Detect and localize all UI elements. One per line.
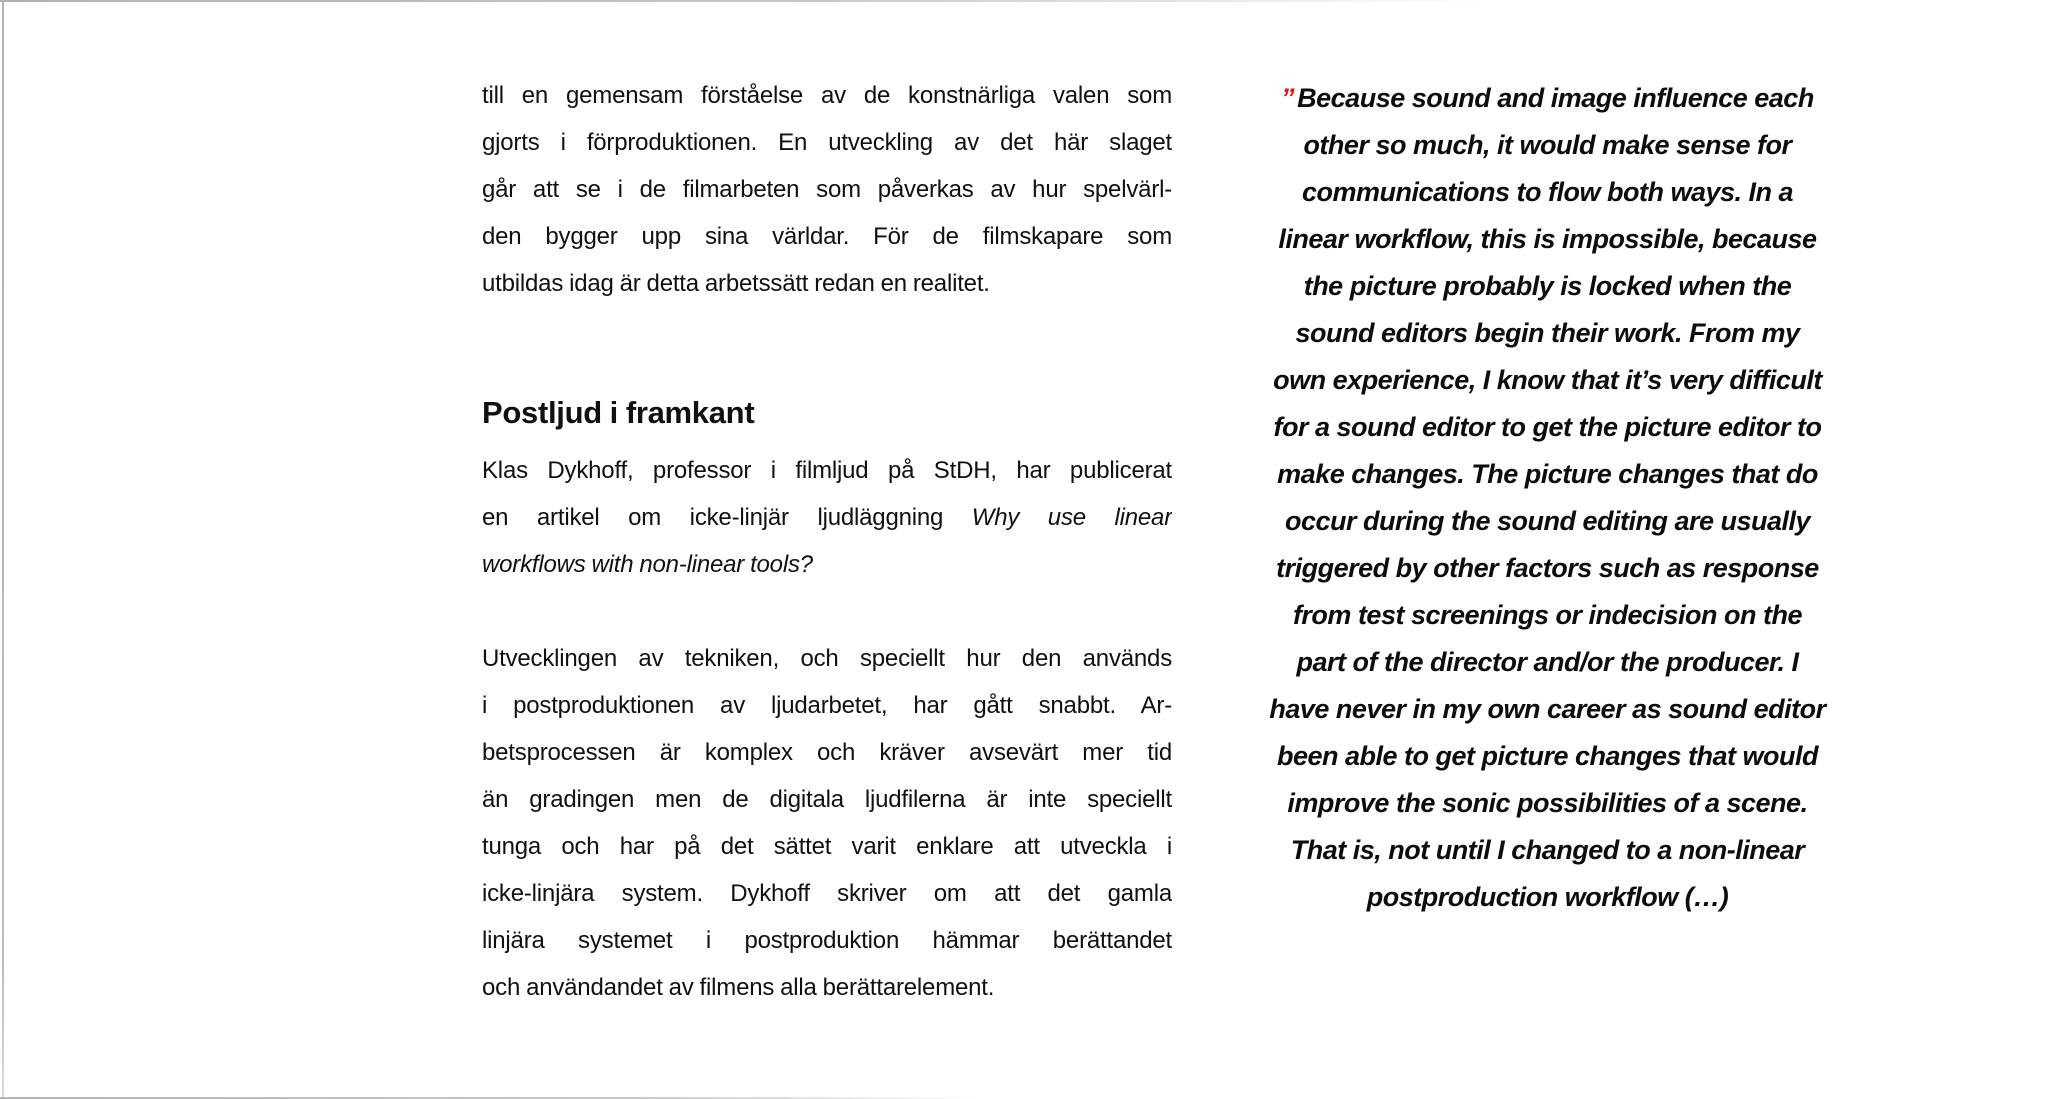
text-line (482, 72, 1172, 119)
quote-text: postproduction workflow (…) (1366, 882, 1729, 912)
quote-text: own experience, I know that it’s very difficult (1273, 365, 1822, 395)
quote-line (1240, 451, 1855, 498)
text-segment: en artikel om icke-linjär ljudläggning (482, 504, 972, 531)
text-line (482, 494, 1172, 541)
quote-text: linear workflow, this is impossible, because (1278, 224, 1817, 254)
quote-text: sound editors begin their work. From my (1295, 318, 1800, 348)
quote-line (1240, 874, 1855, 921)
quote-line (1240, 498, 1855, 545)
text-segment: går att se i de filmarbeten som påverkas av hur spelvärl- (482, 176, 1172, 203)
quote-text: improve the sonic possibilities of a scene. (1287, 788, 1808, 818)
quote-text: part of the director and/or the producer. I (1296, 647, 1799, 677)
left-column (482, 72, 1172, 1011)
page-edge-left (2, 0, 4, 1099)
quote-line (1240, 404, 1855, 451)
text-line (482, 823, 1172, 870)
quote-line (1240, 780, 1855, 827)
quote-text: other so much, it would make sense for (1303, 130, 1792, 160)
quote-text: been able to get picture changes that would (1276, 741, 1819, 771)
quote-text: triggered by other factors such as response (1276, 553, 1819, 583)
quote-line (1240, 545, 1855, 592)
text-segment: i postproduktionen av ljudarbetet, har gått snabbt. Ar- (482, 692, 1172, 719)
text-line (482, 917, 1172, 964)
text-segment: och användandet av filmens alla berättarelement. (482, 974, 995, 1001)
quote-line (1240, 686, 1855, 733)
text-line (482, 635, 1172, 682)
paragraph (482, 635, 1172, 1011)
text-line (482, 213, 1172, 260)
text-line (482, 870, 1172, 917)
text-line (482, 729, 1172, 776)
quote-text: Because sound and image influence each (1297, 83, 1814, 113)
text-segment: Klas Dykhoff, professor i filmljud på StDH, har publicerat (482, 457, 1172, 484)
text-line (482, 119, 1172, 166)
paragraph (482, 447, 1172, 588)
quote-text: the picture probably is locked when the (1303, 271, 1792, 301)
quote-text: make changes. The picture changes that do (1277, 459, 1818, 489)
text-segment: än gradingen men de digitala ljudfilerna är inte speciellt (482, 786, 1172, 813)
quote-text: have never in my own career as sound editor (1269, 694, 1826, 724)
text-line (482, 964, 1172, 1011)
text-segment: linjära systemet i postproduktion hämmar berättandet (482, 927, 1172, 954)
quote-line (1240, 216, 1855, 263)
quote-text: from test screenings or indecision on the (1292, 600, 1803, 630)
text-segment: till en gemensam förståelse av de konstnärliga valen som (482, 82, 1172, 109)
text-line (482, 260, 1172, 307)
quote-text: communications to flow both ways. In a (1301, 177, 1794, 207)
text-line (482, 776, 1172, 823)
pull-quote-column (1240, 75, 1855, 921)
quote-line (1240, 592, 1855, 639)
page-edge-top (0, 0, 1500, 2)
italic-text-segment: Why use linear (971, 504, 1172, 531)
text-segment: gjorts i förproduktionen. En utveckling av det här slaget (482, 129, 1172, 156)
text-segment: utbildas idag är detta arbetssätt redan en realitet. (482, 270, 990, 297)
text-line (482, 682, 1172, 729)
quote-line (1240, 263, 1855, 310)
quote-line (1240, 639, 1855, 686)
paragraph (482, 72, 1172, 307)
quote-text: for a sound editor to get the picture editor to (1273, 412, 1822, 442)
quote-line (1240, 357, 1855, 404)
text-line (482, 541, 1172, 588)
quote-line (1240, 310, 1855, 357)
quote-line (1240, 827, 1855, 874)
text-line (482, 447, 1172, 494)
quote-line (1240, 75, 1855, 122)
quote-line (1240, 122, 1855, 169)
section-heading: Postljud i framkant (482, 395, 755, 430)
quote-line (1240, 733, 1855, 780)
text-segment: Utvecklingen av tekniken, och speciellt hur den används (482, 645, 1172, 672)
quote-mark: ” (1281, 83, 1295, 113)
quote-line (1240, 169, 1855, 216)
text-line (482, 166, 1172, 213)
text-segment: tunga och har på det sättet varit enklare att utveckla i (482, 833, 1172, 860)
quote-text: That is, not until I changed to a non-linear (1290, 835, 1805, 865)
text-segment: icke-linjära system. Dykhoff skriver om att det gamla (482, 880, 1172, 907)
text-segment: den bygger upp sina världar. För de filmskapare som (482, 223, 1172, 250)
italic-text-segment: workflows with non-linear tools? (482, 551, 813, 578)
text-segment: betsprocessen är komplex och kräver avsevärt mer tid (482, 739, 1172, 766)
quote-text: occur during the sound editing are usually (1284, 506, 1811, 536)
